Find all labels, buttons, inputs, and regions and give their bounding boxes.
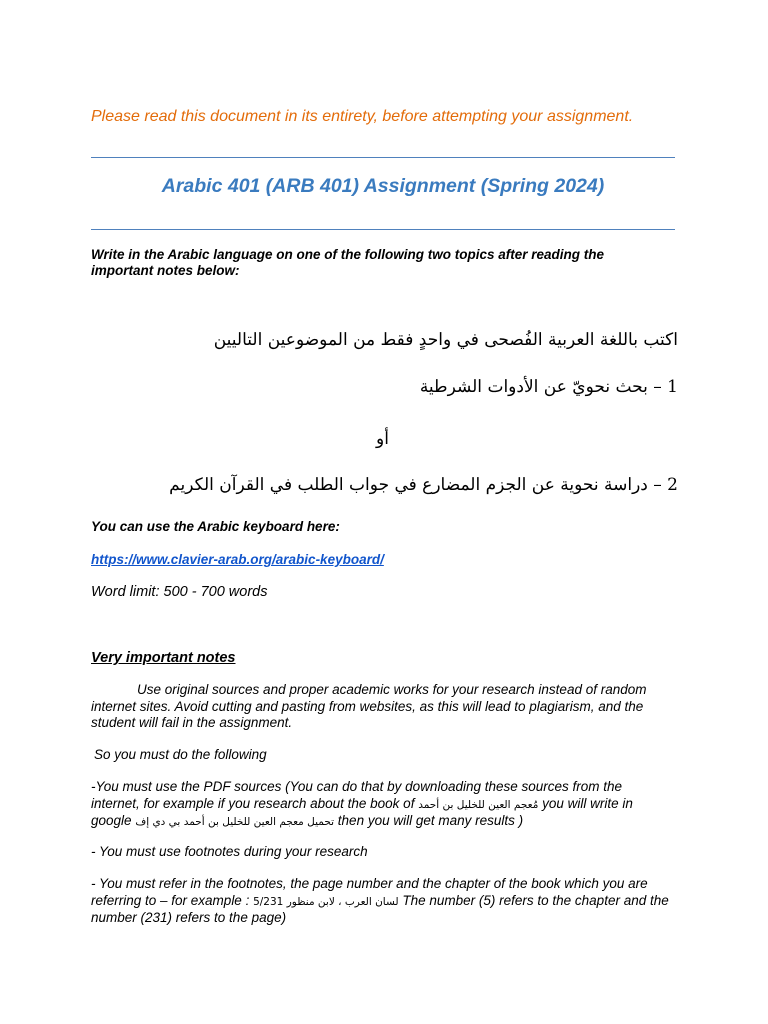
document-title: Arabic 401 (ARB 401) Assignment (Spring 2024) (161, 175, 605, 197)
notes-paragraph-references (91, 876, 671, 927)
notes-pdf-arabic-search: تحميل معجم العين للخليل بن أحمد بي دي إف (135, 816, 335, 828)
notes-pdf-arabic-book: مُعجم العين للخليل بن أحمد (418, 798, 539, 811)
notes-paragraph-pdf (91, 779, 671, 831)
arabic-keyboard-link[interactable]: https://www.clavier-arab.org/arabic-keyboard/ (91, 552, 384, 567)
notes-ref-arabic-example: لسان العرب ، لابن منظور 5/231 (253, 895, 399, 908)
arabic-or: أو (376, 429, 389, 449)
notes-paragraph-footnotes: - You must use footnotes during your research (91, 844, 368, 859)
arabic-topic-1: 1 – بحث نحويّ عن الأدوات الشرطية (419, 377, 678, 397)
notes-pdf-text-c: then you will get many results ) (337, 813, 524, 828)
read-notice: Please read this document in its entirety, before attempting your assignment. (91, 108, 634, 125)
notes-ref-text-b: The number (5) refers to the chapter and the number (231) refers to the page) (91, 892, 669, 925)
word-limit: Word limit: 500 - 700 words (91, 584, 268, 600)
arabic-topic-2: 2 – دراسة نحوية عن الجزم المضارع في جواب الطلب في القرآن الكريم (169, 475, 678, 495)
notes-paragraph-sources (91, 682, 671, 732)
notes-paragraph-follow: So you must do the following (94, 747, 267, 762)
arabic-instruction: اكتب باللغة العربية الفُصحى في واحدٍ فقط من الموضوعين التاليين (213, 330, 678, 350)
notes-heading: Very important notes (91, 650, 236, 666)
keyboard-label: You can use the Arabic keyboard here: (91, 519, 340, 534)
notes-pdf-text-b: you will write in google (91, 795, 633, 828)
notes-ref-text-a: - You must refer in the footnotes, the page number and the chapter of the book which you are referring to – for example : (91, 876, 648, 908)
divider-top (91, 157, 675, 158)
intro-instructions: Write in the Arabic language on one of the following two topics after reading the important notes below: (91, 247, 605, 278)
notes-pdf-text-a: -You must use the PDF sources (You can do that by downloading these sources from the internet, for example if you research about the book of (91, 779, 623, 811)
notes-paragraph-sources-text: Use original sources and proper academic works for your research instead of random internet sites. Avoid cutting and pasting from websites, as this will lead to plagiarism, and the student will fail in the assignment. (91, 682, 647, 730)
divider-bottom (91, 229, 675, 230)
